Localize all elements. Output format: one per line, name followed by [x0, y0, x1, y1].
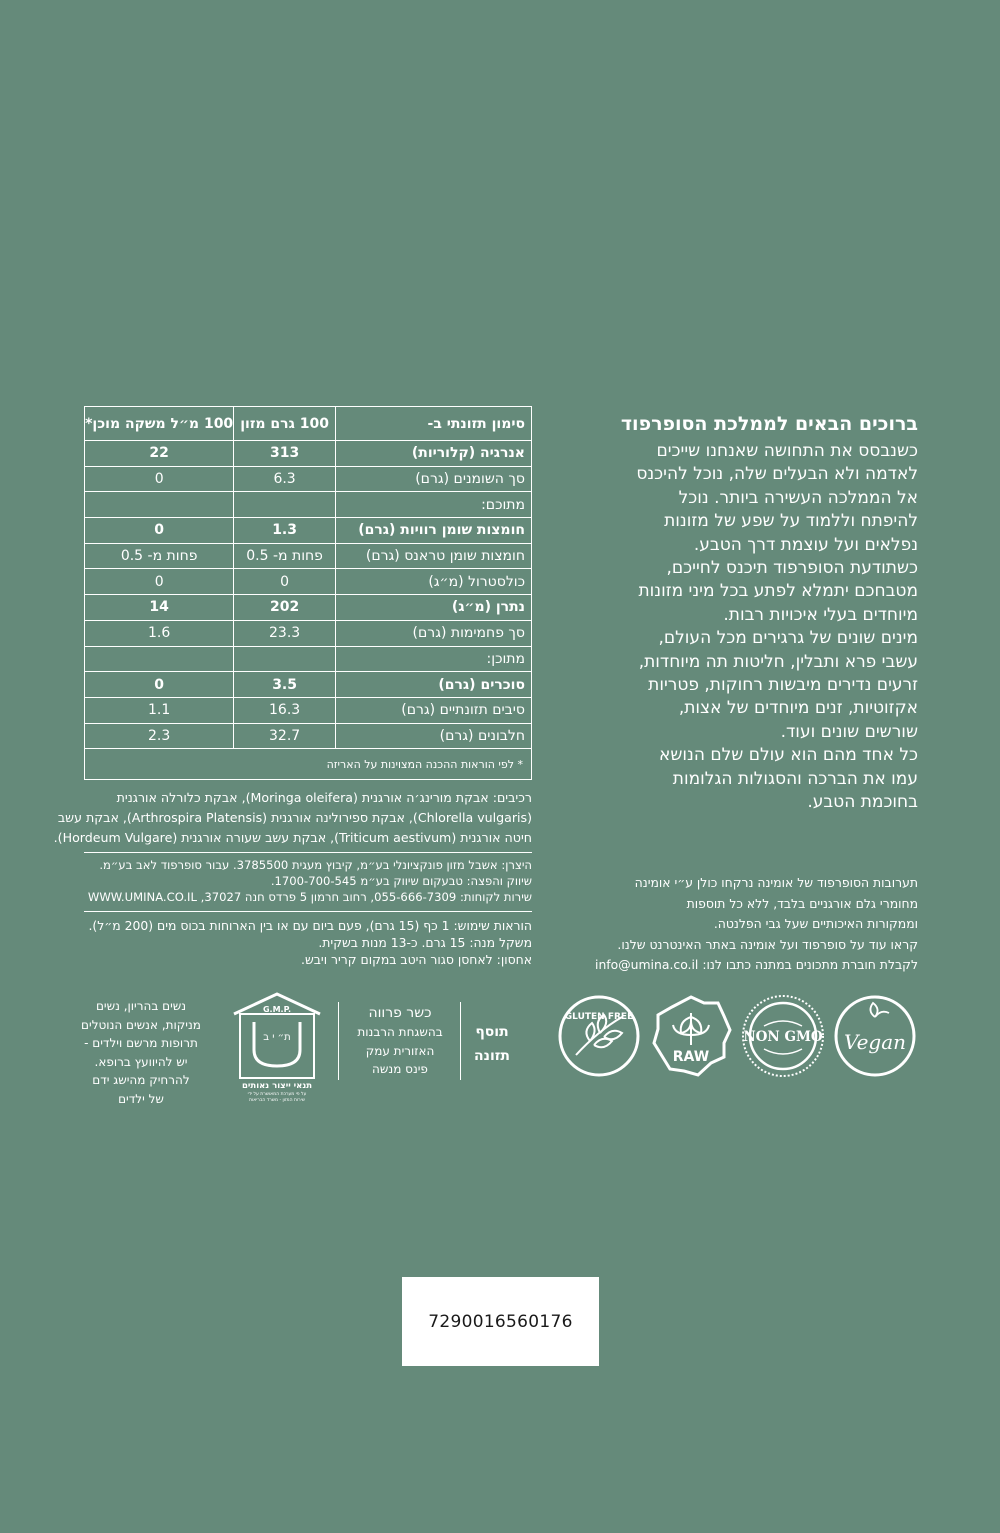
intro-line: כשנבסס את התחושה שאנחנו שייכים [656, 441, 918, 461]
row-per100ml: 22 [149, 445, 169, 462]
nutrition-footnote: * לפי הוראות ההכנה המצוינות על האריזה [326, 757, 523, 771]
table-row [85, 724, 531, 750]
header-per100ml: 100 מ״ל משקה מוכן* [85, 415, 234, 432]
intro-line: כל אחד מהם הוא עולם שלם הנושא [658, 745, 918, 766]
brand-info-line: קראו עוד על סופרפוד ועל אומינה באתר האינטרנט שלנו. [617, 936, 918, 952]
row-per100ml: 0 [154, 573, 164, 590]
brand-info-line: תערובות הסופרפוד של אומינה נרקחו כולן ע״י אומינה [634, 875, 918, 890]
header-per100g: 100 גרם מזון [233, 407, 335, 440]
supplement-line-1: תוסף [475, 1024, 509, 1040]
warning-line: של ילדים [118, 1091, 164, 1106]
warning-line: להרחיק מהישג ידם [92, 1073, 190, 1087]
gluten-free-badge-text: GLUTEN FREE [564, 1012, 634, 1022]
supplement-label [462, 1020, 522, 1068]
table-row [85, 492, 531, 518]
warning-line: נשים בהריון, נשים [95, 999, 187, 1013]
ingredients-block [53, 788, 532, 848]
brand-info-line: לקבלת חוברת מתכונים במתנה כתבו לנו: info@umina.co.il [595, 957, 918, 972]
row-per100ml [85, 647, 233, 672]
row-label: מתוכן: [335, 647, 531, 672]
row-per100ml: 2.3 [148, 727, 171, 744]
kosher-line: בהשגחת הרבנות [357, 1025, 443, 1039]
row-label: חומצות שומן טראנס (גרם) [335, 544, 531, 569]
usage-line: אחסון: לאחסן סגור היטב במקום קריר ויבש. [301, 952, 532, 967]
gmp-caption: תנאי ייצור נאותים [241, 1081, 313, 1091]
producer-line: היצרן: אשבל מזון פונקציונלי בע״מ, קיבוץ מעגית 3785500. עבור סופרפוד לאב בע״מ. [99, 858, 532, 872]
row-per100g [233, 492, 335, 517]
kosher-line: פינס מנשה [372, 1062, 428, 1076]
row-label: חלבונים (גרם) [335, 724, 531, 749]
row-per100ml: 0 [154, 522, 165, 539]
intro-block [596, 410, 918, 815]
row-per100ml: 1.1 [148, 702, 171, 719]
intro-line: מינים שונים של גרגירים מכל העולם, [658, 628, 918, 649]
table-row [85, 569, 531, 595]
row-per100ml: 0 [154, 471, 164, 488]
intro-line: בחוכמת הטבע. [807, 792, 918, 813]
ingredients-line: רכיבים: אבקת מורינג׳ה אורגנית (Moringa oleifera), אבקת כלורלה אורגנית [116, 790, 532, 805]
kosher-line: האזורית עמק [365, 1043, 435, 1058]
row-per100ml: פחות מ- 0.5 [120, 548, 198, 565]
gmp-sub-2: שירות המזון - משרד הבריאות [249, 1098, 305, 1102]
row-per100g: 16.3 [233, 698, 335, 723]
row-label: כולסטרול (מ״ג) [335, 569, 531, 594]
header-label: סימון תזונתי ב- [335, 407, 531, 440]
ingredients-line: (Chlorella vulgaris), אבקת ספירולינה אורגנית (Arthrospira Platensis), אבקת עשב [57, 810, 532, 825]
row-per100g: 3.5 [233, 672, 335, 697]
vegan-badge-icon [832, 993, 918, 1079]
row-label: חומצות שומן רוויות (גרם) [335, 518, 531, 543]
gmp-sub-1: על פי מערכת המאושרת על ידי [247, 1092, 307, 1097]
ingredients-line: חיטה אורגנית (Triticum aestivum), אבקת עשב שעורה אורגנית (Hordeum Vulgare). [53, 830, 532, 845]
intro-line: מיוחדים בעלי איכויות רבות. [723, 604, 918, 625]
gmp-emblem-icon [222, 992, 332, 1102]
table-row [85, 621, 531, 647]
table-row [85, 647, 531, 673]
usage-line: הוראות שימוש: 1 כף (15 גרם), פעם ביום עם או בין הארוחות בכוס מים (200 מ״ל). [88, 918, 532, 933]
non-gmo-badge-icon [740, 993, 826, 1079]
vertical-divider [338, 1002, 339, 1080]
producer-block [84, 857, 532, 905]
table-row [85, 441, 531, 467]
warning-line: מניקות, אנשים הנוטלים [81, 1017, 201, 1032]
row-per100ml: 0 [154, 676, 165, 693]
raw-badge-text: RAW [672, 1049, 710, 1065]
row-label: מתוכם: [335, 492, 531, 517]
divider [84, 911, 532, 912]
kosher-block [342, 1003, 458, 1079]
row-per100g: 23.3 [233, 621, 335, 646]
intro-title: ברוכים הבאים לממלכת הסופרפוד [620, 413, 918, 435]
intro-line: מטבחכם יתמלא לפתע בכל מיני מזונות [638, 581, 918, 602]
brand-info-line: וממקורות האיכותיים שעל גבי הפלנטה. [713, 916, 918, 931]
kosher-title: כשר פרווה [368, 1005, 432, 1021]
warning-line: תרופות מרשם וילדים - [84, 1036, 198, 1050]
nutrition-header-row [85, 407, 531, 441]
producer-line: שיווק והפצה: טבעקום שיווק בע״מ 1700-700-545. [270, 874, 532, 888]
non-gmo-badge-text: NON GMO [743, 1029, 823, 1045]
table-row [85, 672, 531, 698]
row-label: סוכרים (גרם) [335, 672, 531, 697]
table-row [85, 595, 531, 621]
row-per100ml: 1.6 [148, 625, 171, 642]
intro-line: שורשים שונים ועוד. [780, 721, 918, 742]
intro-line: כשתודעת הסופרפוד תיכנס לחייכם, [666, 558, 918, 579]
intro-line: עשבי פרא ותבלין, חליטות תה מיוחדות, [638, 651, 918, 672]
warning-block [66, 997, 216, 1108]
raw-badge-icon [648, 993, 734, 1079]
intro-line: זרעים נדירים מיבשות רחוקות, פטריות [648, 675, 918, 696]
intro-line: עמו את הברכה והסגולות הגלומות [672, 768, 918, 789]
brand-info-line: מחומרי גלם אורגניים בלבד, ללא כל תוספות [686, 895, 918, 911]
row-per100g: 6.3 [233, 467, 335, 492]
table-row [85, 467, 531, 493]
gmp-inner-text: ת״ י ב [263, 1032, 291, 1043]
brand-info [546, 873, 918, 976]
barcode [402, 1277, 599, 1366]
intro-line: אל הממלכה העשירה ביותר. נוכל [678, 487, 918, 508]
producer-line: שירות לקוחות: 055-666-7309, רחוב חרמון 5 פרדס חנה 37027, WWW.UMINA.CO.IL [87, 890, 532, 904]
vertical-divider [460, 1002, 461, 1080]
intro-text [596, 440, 918, 815]
vegan-badge-text: Vegan [843, 1030, 907, 1054]
divider [84, 852, 532, 853]
table-row [85, 518, 531, 544]
intro-line: לאדמה ולא הבעלים שלה, נוכל להיכנס [636, 464, 918, 485]
warning-line: יש להיוועץ ברופא. [94, 1054, 188, 1069]
row-label: סיבים תזונתיים (גרם) [335, 698, 531, 723]
table-row [85, 698, 531, 724]
row-per100g: 202 [233, 595, 335, 620]
intro-line: נפלאים ועל עוצמת דרך הטבע. [693, 534, 918, 555]
row-per100g: פחות מ- 0.5 [233, 544, 335, 569]
supplement-line-2: תזונה [474, 1048, 510, 1064]
usage-line: משקל מנה: 15 גרם. כ-13 מנות בשקית. [318, 935, 532, 950]
row-label: נתרן (מ״ג) [335, 595, 531, 620]
gluten-free-badge-icon [556, 993, 642, 1079]
nutrition-footnote-row [85, 749, 531, 779]
row-per100g: 0 [233, 569, 335, 594]
barcode-number: 7290016560176 [428, 1311, 573, 1332]
usage-block [84, 917, 532, 968]
gmp-label: G.M.P. [262, 1005, 292, 1014]
row-per100g [233, 647, 335, 672]
row-label: סך פחמימות (גרם) [335, 621, 531, 646]
intro-line: אקזוטיות, זנים מיוחדים של אצות, [678, 698, 918, 719]
nutrition-table [84, 406, 532, 780]
row-per100g: 32.7 [233, 724, 335, 749]
row-per100g: 1.3 [233, 518, 335, 543]
row-per100g: 313 [233, 441, 335, 466]
row-per100ml: 14 [149, 599, 169, 616]
row-label: סך השומנים (גרם) [335, 467, 531, 492]
intro-line: להיפתח וללמוד על שפע של מזונות [664, 511, 918, 532]
table-row [85, 544, 531, 570]
row-label: אנרגיה (קלוריות) [335, 441, 531, 466]
row-per100ml [85, 492, 233, 517]
